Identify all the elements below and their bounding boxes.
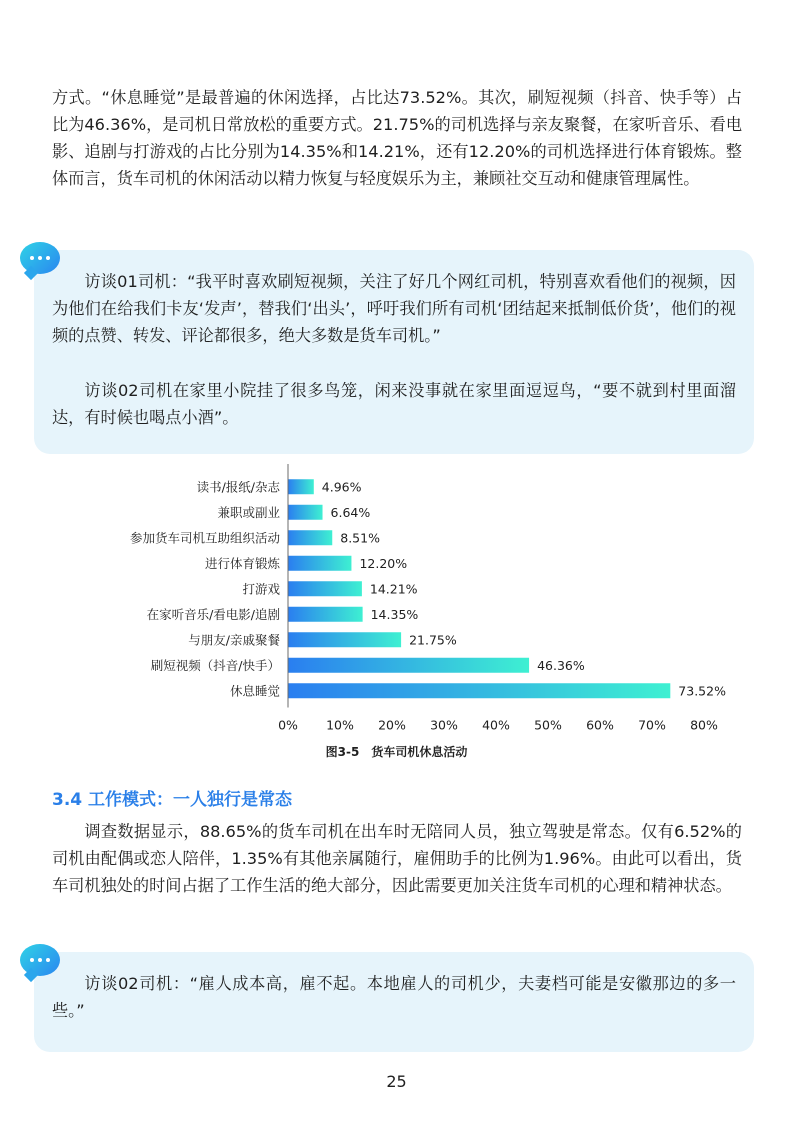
section-paragraph: 调查数据显示，88.65%的货车司机在出车时无陪同人员，独立驾驶是常态。仅有6.52%的司机由配偶或恋人陪伴，1.35%有其他亲属随行，雇佣助手的比例为1.96%。由此可以看出，货车司机独处的时间占据了工作生活的绝大部分，因此需要更加关注货车司机的心理和精神状态。 [52, 822, 742, 895]
bar-1 [288, 479, 314, 494]
bar-2 [288, 505, 323, 520]
interview-box-2 [34, 952, 754, 1052]
interview-box-1 [34, 250, 754, 454]
x-tick-label: 50% [534, 717, 562, 733]
value-label: 14.21% [369, 581, 418, 597]
value-label: 14.35% [370, 606, 419, 622]
x-tick-label: 40% [482, 717, 510, 733]
bar-7 [288, 632, 401, 647]
section-title: 3.4 工作模式：一人独行是常态 [52, 790, 293, 810]
category-label: 休息睡觉 [229, 683, 280, 699]
x-tick-label: 20% [378, 717, 406, 733]
value-label: 8.51% [340, 530, 380, 546]
intro-paragraph: 方式。“休息睡觉”是最普遍的休闲选择，占比达73.52%。其次，刷短视频（抖音、快手等）占比为46.36%，是司机日常放松的重要方式。21.75%的司机选择与亲友聚餐，在家听音乐、看电影、追剧与打游戏的占比分别为14.35%和14.21%，还有12.20%的司机选择进行体育锻炼。整体而言，货车司机的休闲活动以精力恢复与轻度娱乐为主，兼顾社交互动和健康管理属性。 [52, 88, 743, 188]
category-label: 在家听音乐/看电影/追剧 [146, 606, 280, 622]
x-tick-label: 70% [638, 717, 666, 733]
figure-caption: 图3-5 货车司机休息活动 [325, 745, 468, 759]
bar-8 [288, 658, 529, 673]
x-tick-label: 80% [690, 717, 718, 733]
interview-01-text: 访谈01司机：“我平时喜欢刷短视频，关注了好几个网红司机，特别喜欢看他们的视频，因为他们在给我们卡友‘发声’，替我们‘出头’，呼吁我们所有司机‘团结起来抵制低价货’，他们的视频的点赞、转发、评论都很多，绝大多数是货车司机。” [52, 272, 736, 345]
bar-4 [288, 556, 351, 571]
bar-9 [288, 683, 670, 698]
interview-02-text: 访谈02司机在家里小院挂了很多鸟笼，闲来没事就在家里面逗逗鸟，“要不就到村里面溜达，有时候也喝点小酒”。 [52, 381, 736, 427]
category-label: 兼职或副业 [217, 504, 280, 520]
x-tick-label: 30% [430, 717, 458, 733]
bar-6 [288, 607, 363, 622]
bar-3 [288, 530, 332, 545]
leisure-activities-bar-chart [0, 460, 793, 740]
value-label: 73.52% [678, 683, 726, 699]
x-tick-label: 60% [586, 717, 614, 733]
value-label: 6.64% [330, 504, 371, 520]
category-label: 刷短视频（抖音/快手） [150, 657, 280, 673]
page-number: 25 [386, 1072, 407, 1091]
value-label: 12.20% [359, 555, 408, 571]
category-label: 与朋友/亲戚聚餐 [188, 632, 280, 648]
interview-02b-text: 访谈02司机：“雇人成本高，雇不起。本地雇人的司机少，夫妻档可能是安徽那边的多一些。” [52, 974, 736, 1020]
bar-5 [288, 581, 362, 596]
x-tick-label: 10% [326, 717, 354, 733]
category-label: 参加货车司机互助组织活动 [129, 530, 280, 546]
value-label: 46.36% [537, 657, 585, 673]
category-label: 打游戏 [242, 581, 280, 597]
category-label: 进行体育锻炼 [204, 555, 280, 571]
x-tick-label: 0% [278, 717, 298, 733]
value-label: 21.75% [409, 632, 457, 648]
category-label: 读书/报纸/杂志 [196, 479, 280, 495]
value-label: 4.96% [321, 479, 362, 495]
